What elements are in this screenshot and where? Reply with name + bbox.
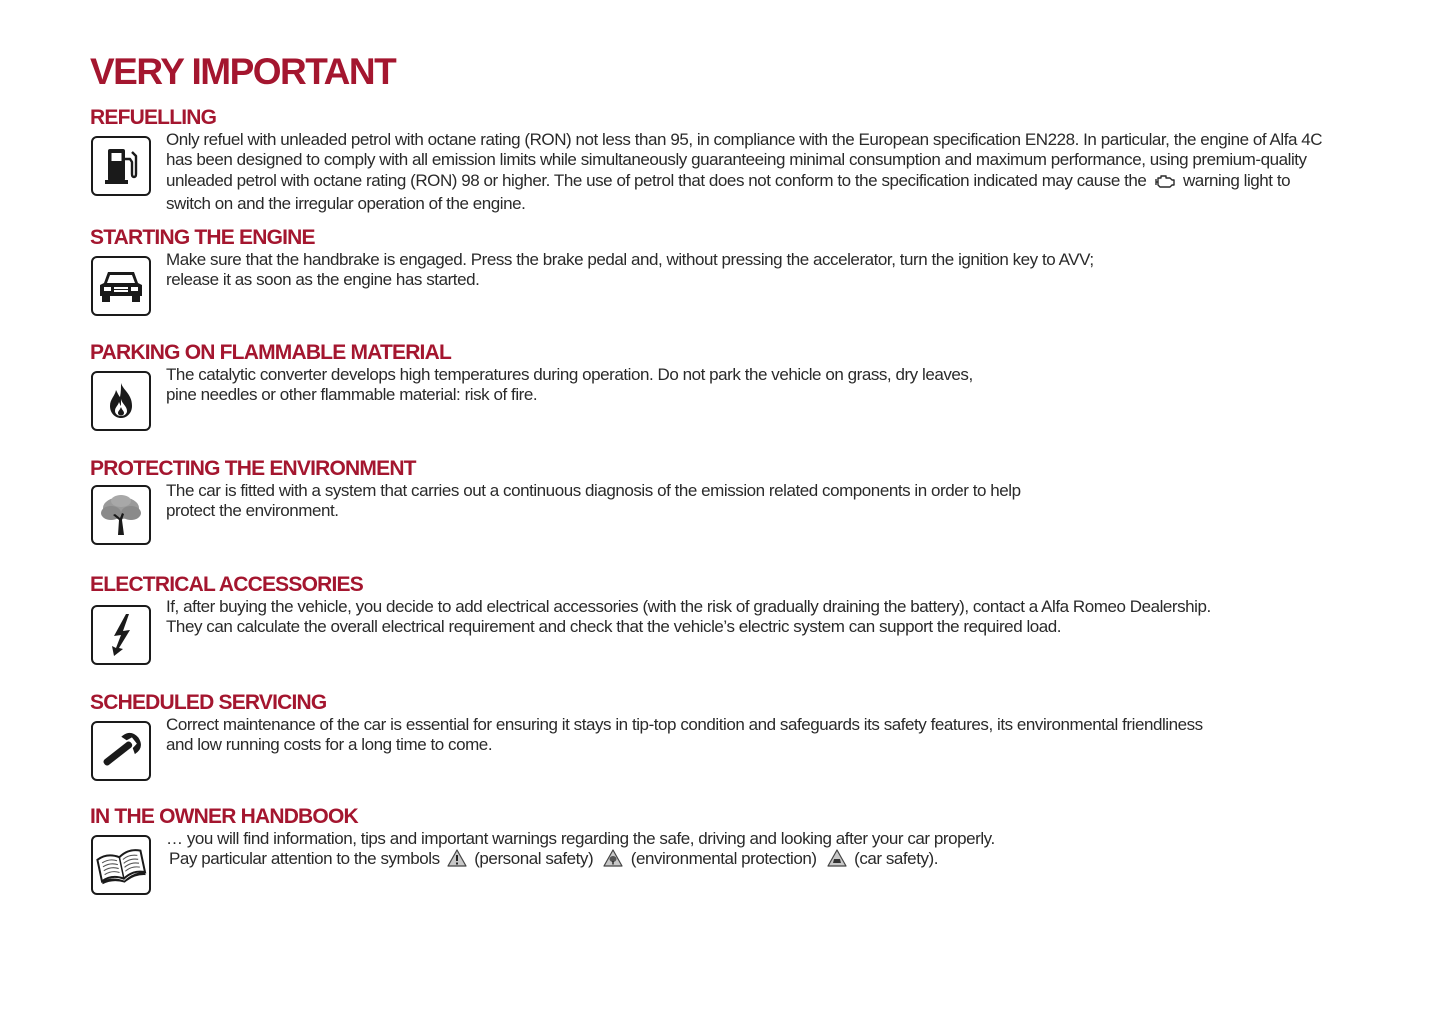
- text-line: protect the environment.: [166, 501, 339, 521]
- wrench-icon: [91, 721, 151, 781]
- text-line: pine needles or other flammable material: risk of fire.: [166, 385, 538, 405]
- text-line: release it as soon as the engine has started.: [166, 270, 480, 290]
- section-text: [166, 250, 1326, 291]
- section-owner-handbook: [90, 805, 1330, 869]
- section-text: [166, 829, 1326, 873]
- engine-warning-light-icon: [1154, 174, 1176, 194]
- symbol-label: (personal safety): [474, 849, 594, 869]
- symbols-intro: Pay particular attention to the symbols: [169, 849, 440, 869]
- text-line: The car is fitted with a system that carries out a continuous diagnosis of the emission related components in order to help: [166, 481, 1021, 500]
- text-line: Correct maintenance of the car is essential for ensuring it stays in tip-top condition and safeguards its safety features, its environmental friendliness: [166, 715, 1203, 734]
- text-line: Make sure that the handbrake is engaged. Press the brake pedal and, without pressing the accelerator, turn the ignition key to AVV;: [166, 250, 1094, 269]
- lightning-bolt-icon: [91, 605, 151, 665]
- fuel-pump-icon: [91, 136, 151, 196]
- section-heading: IN THE OWNER HANDBOOK: [90, 805, 358, 828]
- symbol-label: (environmental protection): [630, 849, 817, 869]
- section-electrical: [90, 573, 1330, 637]
- text-line: The catalytic converter develops high temperatures during operation. Do not park the vehicle on grass, dry leaves,: [166, 365, 973, 384]
- symbol-label: (car safety).: [854, 849, 938, 869]
- section-text: [166, 715, 1326, 756]
- section-heading: REFUELLING: [90, 106, 217, 129]
- warning-triangle-person-icon: [447, 849, 467, 872]
- section-refuelling: [90, 106, 1330, 213]
- section-heading: PARKING ON FLAMMABLE MATERIAL: [90, 341, 451, 364]
- section-heading: SCHEDULED SERVICING: [90, 691, 327, 714]
- page-title: VERY IMPORTANT: [90, 51, 396, 92]
- section-heading: STARTING THE ENGINE: [90, 226, 315, 249]
- refuelling-text-end: warning light to switch on and the irregular operation of the engine.: [166, 170, 1291, 213]
- section-heading: PROTECTING THE ENVIRONMENT: [90, 457, 416, 480]
- section-servicing: [90, 691, 1330, 755]
- text-line: They can calculate the overall electrical requirement and check that the vehicle’s electric system can support the required load.: [166, 617, 1062, 637]
- text-line: … you will find information, tips and important warnings regarding the safe, driving and looking after your car properly.: [166, 829, 995, 848]
- section-parking-flammable: [90, 341, 1330, 405]
- text-line: [166, 849, 1326, 872]
- warning-triangle-car-icon: [827, 849, 847, 872]
- section-text: [166, 481, 1326, 522]
- section-heading: ELECTRICAL ACCESSORIES: [90, 573, 363, 596]
- section-text: [166, 597, 1326, 638]
- text-line: and low running costs for a long time to come.: [166, 735, 493, 755]
- refuelling-text: Only refuel with unleaded petrol with octane rating (RON) not less than 95, in compliance with the European specification EN228. In particular, the engine of Alfa 4C has been designed to comply with all emission limits while simultaneously guaranteeing minimal consumption and maximum performance, using premium-quality unleaded petrol with octane rating (RON) 98 or higher. The use of petrol that does not conform to the specification indicated may cause the: [166, 130, 1323, 190]
- section-environment: [90, 457, 1330, 521]
- section-text: [166, 365, 1326, 406]
- flame-icon: [91, 371, 151, 431]
- section-starting-engine: [90, 226, 1330, 290]
- text-line: If, after buying the vehicle, you decide to add electrical accessories (with the risk of gradually draining the battery), contact a Alfa Romeo Dealership.: [166, 597, 1211, 616]
- tree-icon: [91, 485, 151, 545]
- section-text: [166, 130, 1326, 214]
- warning-triangle-environment-icon: [603, 849, 623, 872]
- open-book-icon: [91, 835, 151, 895]
- car-front-icon: [91, 256, 151, 316]
